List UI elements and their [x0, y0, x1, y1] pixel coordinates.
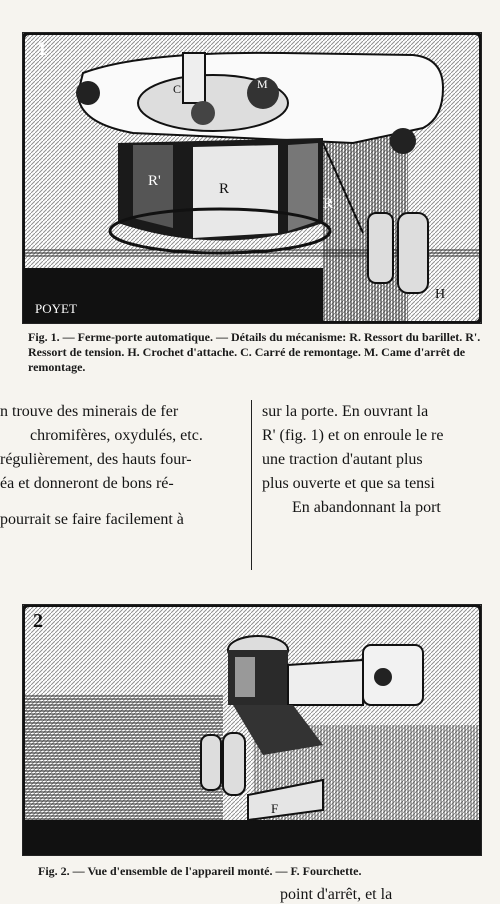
text-line: pourrait se faire facilement à: [0, 511, 184, 528]
figure-1-number: 1: [37, 38, 47, 60]
label-m: M: [257, 77, 268, 91]
label-h: H: [435, 287, 446, 302]
label-c: C: [173, 82, 182, 96]
figure-2-number: 2: [33, 610, 43, 632]
text-line: chromifères, oxydulés, etc.: [30, 427, 203, 444]
figure-2-engraving: [23, 605, 481, 855]
figure-2-illustration: [22, 604, 482, 856]
label-r-prime-barrel: R': [148, 173, 161, 189]
figure-2-caption: Fig. 2. — Vue d'ensemble de l'appareil monté. — F. Fourchette.: [38, 864, 362, 878]
body-column-right: [262, 400, 500, 520]
text-line: En abandonnant la port: [292, 499, 441, 516]
text-line: R' (fig. 1) et on enroule le re: [262, 427, 444, 444]
column-divider: [251, 400, 252, 570]
figure-1-illustration: [22, 32, 482, 324]
truncated-text-line: point d'arrêt, et la: [280, 886, 393, 903]
engraver-signature: POYET: [35, 301, 77, 316]
text-line: n trouve des minerais de fer: [0, 403, 179, 420]
text-line: sur la porte. En ouvrant la: [262, 403, 429, 420]
label-f: F: [271, 801, 279, 816]
figure-1-caption: Fig. 1. — Ferme-porte automatique. — Détails du mécanisme: R. Ressort du barillet. R'. Ressort de tension. H. Crochet d'attache. C. Carré de remontage. M. Came d'arrêt de remontage.: [28, 330, 481, 374]
figure-1-engraving: [23, 33, 481, 323]
text-line: plus ouverte et que sa tensi: [262, 475, 435, 492]
text-line: régulièrement, des hauts four-: [0, 451, 192, 468]
text-line: éa et donneront de bons ré-: [0, 475, 174, 492]
label-r-prime-tension: R': [323, 196, 336, 212]
text-line: une traction d'autant plus: [262, 451, 423, 468]
body-column-left: [0, 400, 248, 532]
label-r: R: [219, 181, 230, 197]
